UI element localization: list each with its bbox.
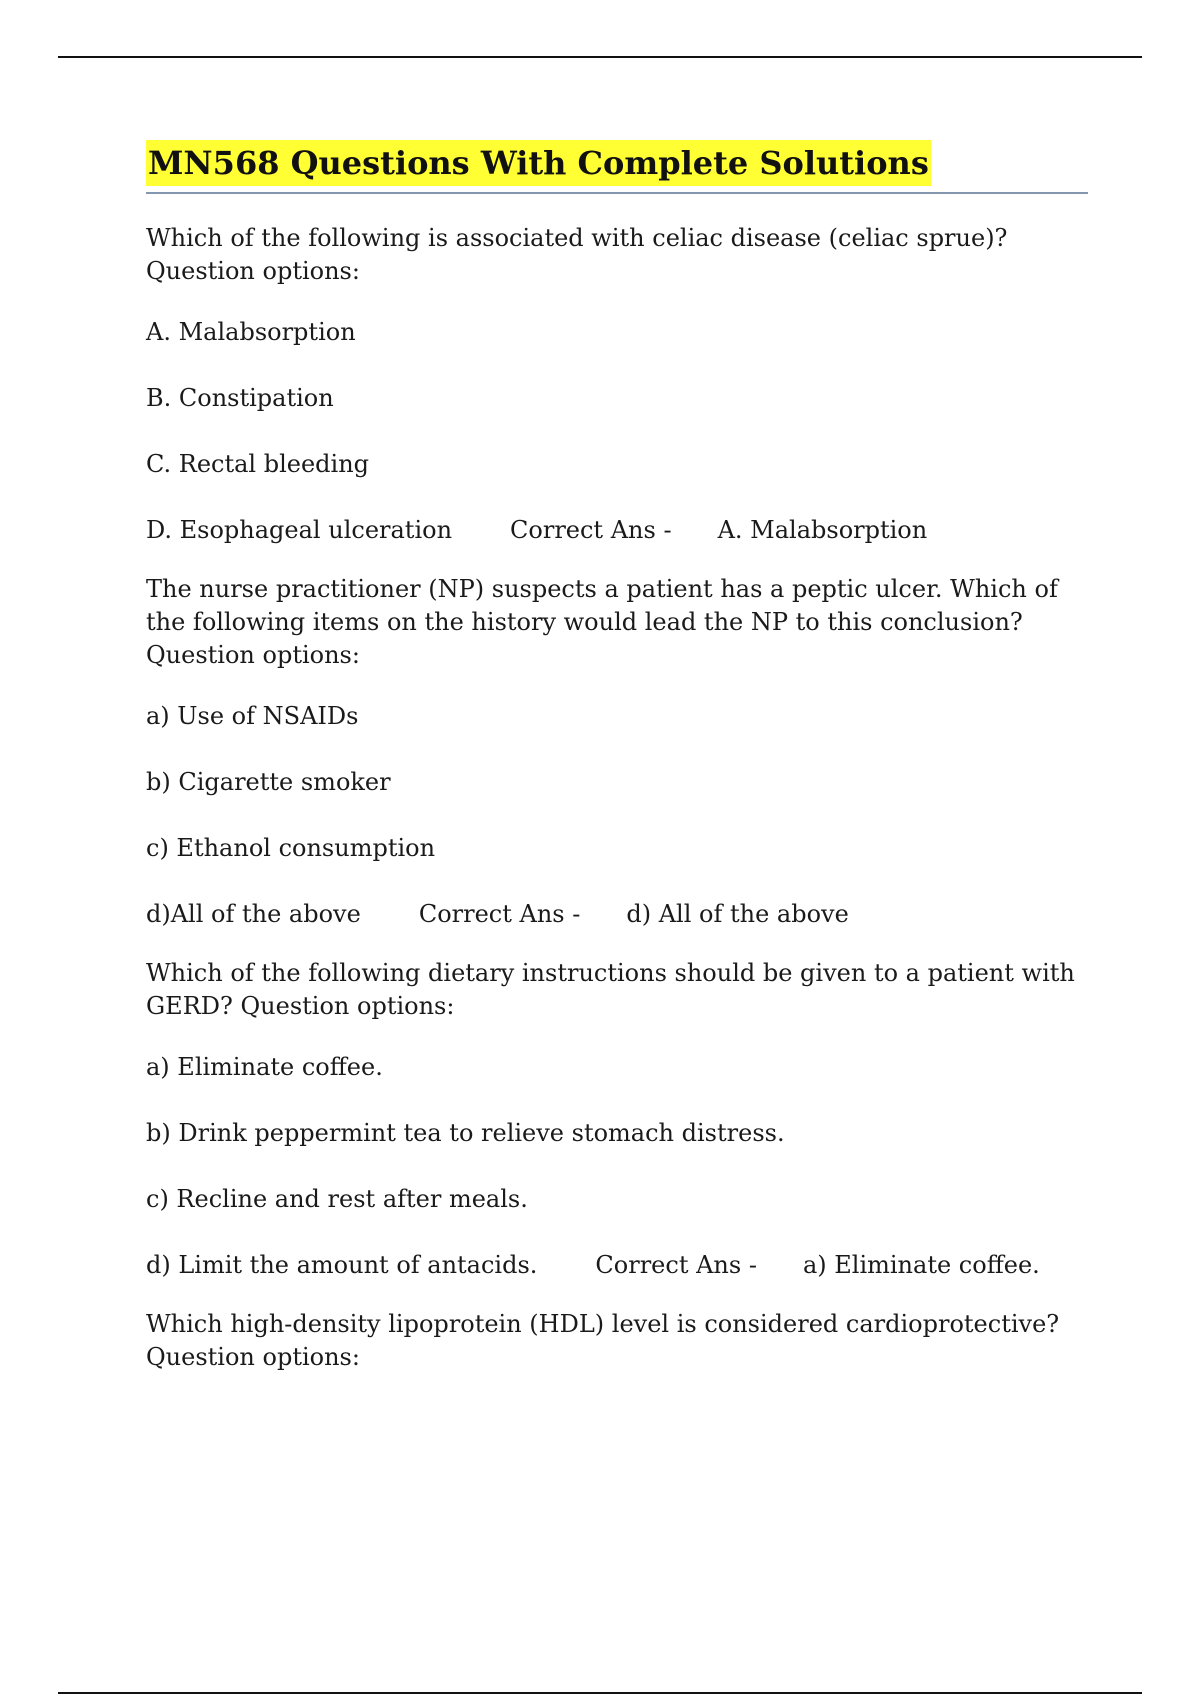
document-title: MN568 Questions With Complete Solutions [146,140,931,186]
question-block [146,222,1088,547]
document-body [146,140,1088,1402]
footer-rule [58,1692,1142,1694]
answer-option: C. Rectal bleeding [146,450,370,478]
answer-option: d) Limit the amount of antacids. [146,1251,538,1279]
answer-option: c) Recline and rest after meals. [146,1185,528,1213]
answer-option: B. Constipation [146,384,334,412]
answer-option-with-solution [146,514,1088,547]
question-block [146,573,1088,931]
correct-answer-value: d) All of the above [626,900,849,928]
correct-answer-value: A. Malabsorption [717,516,928,544]
header-rule [58,56,1142,58]
answer-option: a) Use of NSAIDs [146,702,359,730]
question-block [146,1308,1088,1374]
question-block [146,957,1088,1282]
answer-option: d)All of the above [146,900,361,928]
question-text: Which of the following dietary instructions should be given to a patient with GERD? Question options: [146,959,1075,1020]
correct-answer-label: Correct Ans - [510,516,672,544]
answer-option: A. Malabsorption [146,318,356,346]
correct-answer-value: a) Eliminate coffee. [802,1251,1040,1279]
answer-option: D. Esophageal ulceration [146,516,453,544]
title-block [146,140,1088,194]
correct-answer-label: Correct Ans - [418,900,581,928]
answer-option: b) Cigarette smoker [146,768,391,796]
correct-answer-label: Correct Ans - [595,1251,757,1279]
answer-option: c) Ethanol consumption [146,834,436,862]
question-text: The nurse practitioner (NP) suspects a patient has a peptic ulcer. Which of the following items on the history would lead the NP to this conclusion? Question options: [146,575,1058,669]
question-text: Which high-density lipoprotein (HDL) level is considered cardioprotective? Question options: [146,1310,1060,1371]
answer-option: a) Eliminate coffee. [146,1053,383,1081]
answer-option: b) Drink peppermint tea to relieve stomach distress. [146,1119,785,1147]
answer-option-with-solution [146,1249,1088,1282]
question-text: Which of the following is associated with celiac disease (celiac sprue)? Question options: [146,224,1008,285]
answer-option-with-solution [146,898,1088,931]
